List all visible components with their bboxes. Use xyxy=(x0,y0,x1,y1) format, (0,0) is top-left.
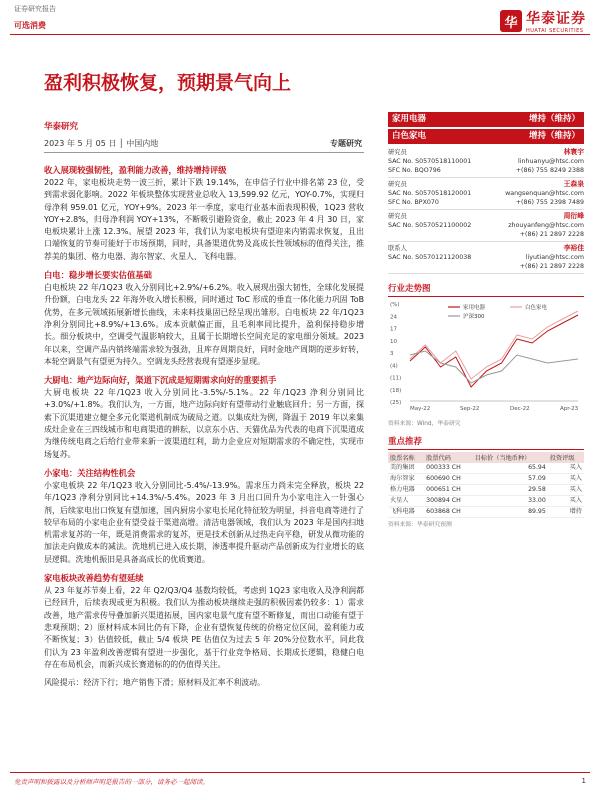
stock-name: 格力电器 xyxy=(388,485,424,496)
series-line-0 xyxy=(410,315,578,387)
logo-cn-text: 华泰证券 xyxy=(526,11,586,27)
report-category: 证券研究报告 xyxy=(14,5,56,13)
y-tick-label: 10 xyxy=(390,338,397,345)
picks-title: 重点推荐 xyxy=(388,435,584,450)
legend-label: 白色家电 xyxy=(525,305,548,311)
picks-source: 资料来源：华泰研究预测 xyxy=(388,522,452,528)
trend-title: 行业走势图 xyxy=(388,282,584,297)
y-tick-label: 17 xyxy=(390,326,397,333)
rating-row xyxy=(388,112,584,127)
logo-en-text: HUATAI SECURITIES xyxy=(526,28,584,34)
org-name: 华泰研究 xyxy=(44,122,79,132)
y-tick-label: (4) xyxy=(390,363,398,370)
analyst-email[interactable]: linhuanyu@htsc.com xyxy=(518,158,584,165)
y-tick-label: 3 xyxy=(390,351,394,357)
table-row xyxy=(388,485,584,496)
date-divider xyxy=(44,152,364,153)
series-line-1 xyxy=(410,311,578,379)
disclaimer: 免责声明和披露以及分析师声明是报告的一部分，请务必一起阅读。 xyxy=(14,778,209,786)
stock-code: 300894 CH xyxy=(424,496,473,507)
stock-code: 603868 CH xyxy=(424,507,473,518)
stock-name: 海尔智家 xyxy=(388,474,424,485)
analyst-email[interactable]: zhouyanfeng@htsc.com xyxy=(508,222,584,229)
stock-code: 000651 CH xyxy=(424,485,473,496)
page-number: 1 xyxy=(581,777,586,785)
logo-mark-icon: 华 xyxy=(500,10,522,32)
trend-source: 资料来源：Wind，华泰研究 xyxy=(388,421,461,427)
stock-rating: 买入 xyxy=(548,463,584,474)
analyst-role: 研究员 xyxy=(388,181,407,188)
col-header: 投资评级 xyxy=(548,452,584,463)
company-logo xyxy=(500,8,586,34)
section-kitchen xyxy=(44,374,364,461)
rating-value: 增持（维持） xyxy=(528,114,580,124)
y-tick-label: 24 xyxy=(390,314,397,321)
analyst-phone: +(86) 21 2897 2228 xyxy=(519,231,584,238)
analyst-role: 研究员 xyxy=(388,213,407,220)
y-tick-label: (18) xyxy=(390,387,402,394)
report-type: 专题研究 xyxy=(330,139,362,148)
analyst-role: 研究员 xyxy=(388,149,407,156)
analyst-card xyxy=(388,210,584,242)
section-paragraph: 大厨电板块 22 年/1Q23 收入分别同比-3.5%/-5.1%。22 年/1Q23 净利分别同比+3.0%/+1.8%。我们认为，一方面，地产边际向好有望带动行业触底回升；另一方面，探索下沉渠道建立健全多元化渠道机制成为破局之道。以集成灶为例，降温于 2019 年以来集成灶企业在三四线城市和电商渠道的耕耘，以京东小店、天猫优品为代表的电商下沉渠道成为继传统电商之后给行业带来新一波渠道红利，助力企业应对短期需求的不确定性，实现市场复苏。 xyxy=(44,388,364,459)
trend-chart-svg xyxy=(388,297,584,417)
analyst-list xyxy=(388,146,584,274)
table-row xyxy=(388,474,584,485)
target-price: 33.00 xyxy=(473,496,548,507)
section-heading: 家电板块改善趋势有望延续 xyxy=(44,573,144,584)
analyst-role: 联系人 xyxy=(388,245,407,252)
analyst-phone: +(86) 21 2897 2228 xyxy=(519,263,584,270)
stock-rating: 增持 xyxy=(548,507,584,518)
table-row xyxy=(388,496,584,507)
stock-name: 飞科电器 xyxy=(388,507,424,518)
stock-name: 火星人 xyxy=(388,496,424,507)
analyst-phone: +(86) 755 8249 2388 xyxy=(515,167,584,174)
analyst-email[interactable]: liyutian@htsc.com xyxy=(525,254,584,261)
section-heading: 小家电：关注结构性机会 xyxy=(44,467,136,478)
analyst-sac: SAC No. S0570518120001 xyxy=(388,190,472,197)
legend-label: 家用电器 xyxy=(463,305,486,311)
main-text-column xyxy=(44,164,364,689)
x-tick-label: May-22 xyxy=(410,406,431,412)
table-row xyxy=(388,463,584,474)
analyst-phone: +(86) 755 2398 7489 xyxy=(515,199,584,206)
analyst-name: 林寰宇 xyxy=(563,148,584,156)
report-title: 盈利积极恢复，预期景气向上 xyxy=(44,72,292,94)
rating-value: 增持（维持） xyxy=(528,131,580,141)
stock-code: 600690 CH xyxy=(424,474,473,485)
picks-table xyxy=(388,452,584,518)
table-header-row xyxy=(388,452,584,463)
analyst-sac: SAC No. S0570521100002 xyxy=(388,222,472,229)
y-tick-label: (%) xyxy=(390,302,400,308)
stock-rating: 买入 xyxy=(548,496,584,507)
section-heading: 大厨电：地产边际向好，渠道下沉成是短期需求向好的重要抓手 xyxy=(44,375,277,386)
analyst-name: 王森泉 xyxy=(563,180,584,188)
section-outlook xyxy=(44,572,364,671)
risk-warning: 风险提示：经济下行；地产销售下滑；原材料及汇率不利波动。 xyxy=(44,678,265,688)
section-paragraph: 2022 年，家电板块走势一波三折，累计下跌 19.14%，在申信子行业中排名第 23 位，受到需求弱化影响。2022 年板块整体实现营业总收入 13,599.92 亿元，YOY-0.7%，实现归母净利 959.01 亿元，YOY+9%。2023 年一季度，家电行业基本面表现积极，1Q23 营收 YOY+2.8%，归母净利润 YOY+13%，不断吸引避险资金，截止 2023 年 4 月 30 日，家电板块累计上涨 12.3%。展望 2023 年，我们认为家电板块有望迎来内销需求恢复，且出口端恢复的节奏可能好于市场预期，同时，具备渠道优势及高成长性领域标的值得关注，推荐美的集团、格力电器、海尔智家、火星人、飞科电器。 xyxy=(44,178,364,261)
section-paragraph: 小家电板块 22 年/1Q23 收入分别同比-5.4%/-13.9%。需求压力尚未完全释放，板块 22 年/1Q23 净利分别同比+14.3%/-5.4%。2023 年 3 月出口回升为小家电注入一针强心剂，后续家电出口恢复有望加速，国内厨房小家电长尾化特征较为明显，抖音电商等进行了较早布局的小家电企业有望受益于渠道高增。清洁电器领域，我们认为 2023 年是国内扫地机需求复苏的一年，既是消费需求的复苏，更是技术创新从过热走向平稳，研发从微功能的加法走向做成本的减法。洗地机已进入成长期，渗透率提升驱动产品创新成为行业增长的底层逻辑。洗地机振旧是具备高成长的优质赛道。 xyxy=(44,480,364,564)
col-header: 目标价（当地币种） xyxy=(473,452,548,463)
stock-code: 000333 CH xyxy=(424,463,473,474)
analyst-card xyxy=(388,178,584,210)
rating-sector: 白色家电 xyxy=(392,131,427,141)
y-tick-label: (11) xyxy=(390,375,402,382)
analyst-name: 李裕佳 xyxy=(563,244,584,252)
analyst-email[interactable]: wangsenquan@htsc.com xyxy=(505,190,584,197)
report-date: 2023 年 5 月 05 日 │ 中国内地 xyxy=(44,139,159,148)
target-price: 57.09 xyxy=(473,474,548,485)
stock-rating: 买入 xyxy=(548,485,584,496)
stock-name: 美的集团 xyxy=(388,463,424,474)
section-heading: 收入展现较强韧性，盈利能力改善，维持增持评级 xyxy=(44,165,227,175)
target-price: 89.95 xyxy=(473,507,548,518)
col-header: 股票代码 xyxy=(424,452,473,463)
section-paragraph: 从 23 年复苏节奏上看，22 年 Q2/Q3/Q4 基数均较低，考虑到 1Q23 家电收入及净利润都已经回升，后续表现或更为积极。我们认为推动板块继续走强的积极因素仍较多：1）需求改善，地产需求传导叠加新兴渠道拓展，国内家电景气度有望不断修复，而出口动能有望于悲观预期；2）原材料成本同比仍有下降，企业有望恢复传统的价格定位区间，盈利能力或不断恢复；3）估值较低，截止 5/4 板块 PE 估值仅为过去 5 年 20%分位数水平，同此我们认为 23 年盈利改善逻辑有望进一步强化，基于行业竞争格局、长期成长逻辑，稳健白电存在布局机会，而新兴成长赛道标的的仍值得关注。 xyxy=(44,586,364,669)
table-row xyxy=(388,507,584,518)
y-tick-label: (25) xyxy=(390,400,402,406)
x-tick-label: Sep-22 xyxy=(460,406,480,412)
analyst-sfc: SFC No. BQO796 xyxy=(388,167,441,174)
analyst-card xyxy=(388,242,584,274)
target-price: 29.58 xyxy=(473,485,548,496)
sidebar xyxy=(388,112,584,528)
target-price: 65.94 xyxy=(473,463,548,474)
rating-row xyxy=(388,129,584,144)
section-paragraph: 白电板块 22 年/1Q23 收入分别同比+2.9%/+6.2%。收入展现出强大韧性，全球化发展提升份额，白电龙头 22 年海外收入增长积极，同时通过 ToC 形成的垂直一体化能力巩固 ToB 优势，在多元领域拓展新增长曲线，未来料技巢固已经呈现出雏形。白电板块 22 年/1Q23 净利分别同比+8.9%/+13.6%。成本贡献偏正面，且毛利率同比提升，盈利保持稳步增长。细分板块中，空调受气温影响较大，且属于长期增长空间充足的家电细分领域。2023 年以来，空调产品内销终端需求较为强劲，且库存周期良好，同时金地产周期的逆步好转，本轮空调景气有望更为持久。空调龙头经营表现有望逐步显现。 xyxy=(44,283,364,366)
analyst-sac: SAC No. S0570518110001 xyxy=(388,158,472,165)
analyst-card xyxy=(388,146,584,178)
rating-sector: 家用电器 xyxy=(392,114,427,124)
sector-label: 可选消费 xyxy=(14,21,46,30)
analyst-name: 周衍峰 xyxy=(563,212,584,220)
section-summary xyxy=(44,164,364,263)
analyst-sac: SAC No. S0570121120038 xyxy=(388,254,472,261)
header-divider xyxy=(10,34,590,35)
section-white-goods xyxy=(44,269,364,368)
col-header: 股票名称 xyxy=(388,452,424,463)
legend-label: 沪深300 xyxy=(463,314,485,320)
analyst-sfc: SFC No. BPX070 xyxy=(388,199,439,206)
stock-rating: 买入 xyxy=(548,474,584,485)
trend-chart xyxy=(388,297,584,417)
footer-divider xyxy=(10,772,590,773)
section-small-appliances xyxy=(44,467,364,566)
section-heading: 白电：稳步增长要实估值基础 xyxy=(44,270,152,281)
x-tick-label: Dec-22 xyxy=(510,406,530,412)
x-tick-label: Apr-23 xyxy=(560,406,579,412)
